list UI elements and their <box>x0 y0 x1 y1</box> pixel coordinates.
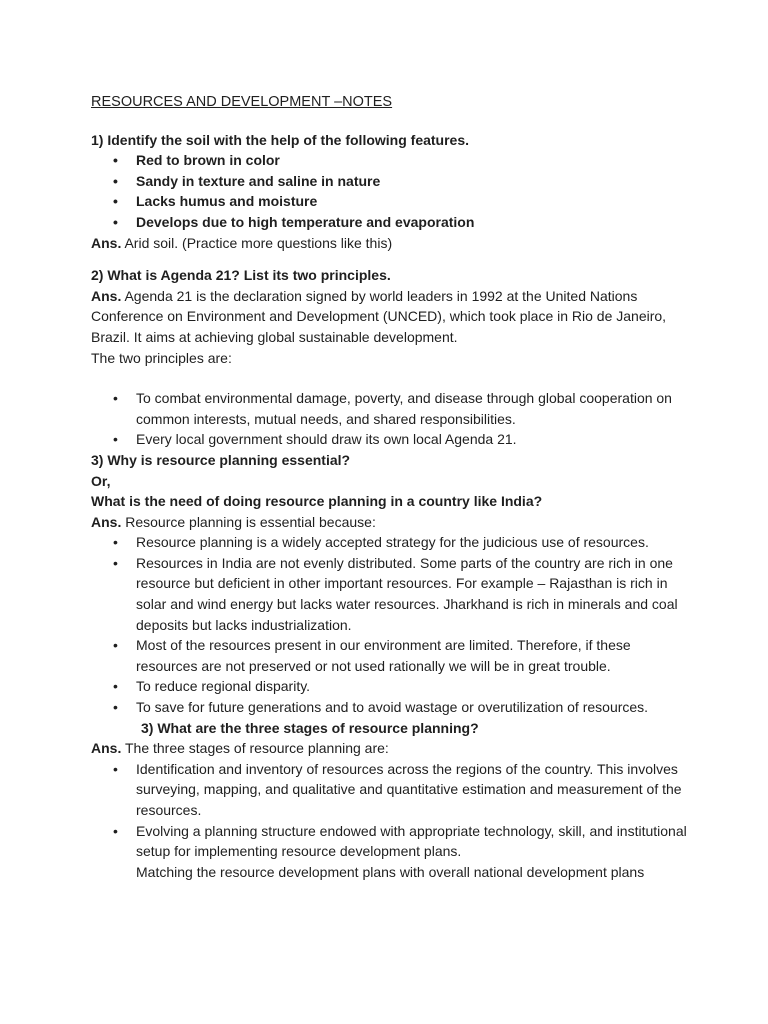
question-3-alt: What is the need of doing resource planning in a country like India? <box>91 493 543 510</box>
answer-3: Ans. Resource planning is essential because: <box>91 513 376 530</box>
list-item: • Resource planning is a widely accepted strategy for the judicious use of resources. <box>91 532 691 553</box>
bullet-icon: • <box>113 534 118 551</box>
list-item: • Develops due to high temperature and evaporation <box>91 212 691 233</box>
answer-label: Ans. <box>91 513 122 530</box>
answer-label: Ans. <box>91 740 122 757</box>
question-4: 3) What are the three stages of resource planning? <box>141 719 479 736</box>
document-page <box>91 92 691 882</box>
list-item: • Resources in India are not evenly distributed. Some parts of the country are rich in one resource but deficient in other important resources. For example – Rajasthan is rich in solar and wind energy but lacks water resources. Jharkhand is rich in minerals and coal deposits but lacks industrialization. <box>113 554 678 633</box>
bullet-icon: • <box>113 760 118 777</box>
bullet-icon: • <box>113 678 118 695</box>
bullet-icon: • <box>113 822 118 839</box>
spacer <box>91 118 691 130</box>
list-item: • Most of the resources present in our environment are limited. Therefore, if these resources are not preserved or not used rationally we will be in great trouble. <box>113 637 631 674</box>
question-2: 2) What is Agenda 21? List its two principles. <box>91 267 391 284</box>
bullet-icon: • <box>113 172 118 189</box>
list-item: • Sandy in texture and saline in nature <box>91 171 691 192</box>
bullet-icon: • <box>113 637 118 654</box>
list-item: • To save for future generations and to avoid wastage or overutilization of resources. <box>91 697 691 718</box>
q3-reasons-list <box>91 532 691 717</box>
bullet-icon: • <box>113 193 118 210</box>
list-item: • To reduce regional disparity. <box>91 676 691 697</box>
question-3-or: Or, <box>91 472 111 489</box>
bullet-icon: • <box>113 431 118 448</box>
list-item: • Identification and inventory of resources across the regions of the country. This involves surveying, mapping, and qualitative and quantitative estimation and measurement of the resources. <box>113 760 682 818</box>
bullet-icon: • <box>113 390 118 407</box>
bullet-icon: • <box>113 213 118 230</box>
list-item: • Every local government should draw its own local Agenda 21. <box>91 429 691 450</box>
spacer <box>91 253 691 265</box>
q2-principles-list <box>91 388 691 450</box>
list-item: • Red to brown in color <box>91 150 691 171</box>
answer-label: Ans. <box>91 234 122 251</box>
question-1: 1) Identify the soil with the help of the following features. <box>91 131 470 148</box>
principles-intro: The two principles are: <box>91 349 232 366</box>
q4-stages-list <box>91 759 691 862</box>
spacer <box>91 368 691 388</box>
answer-1: Ans. Arid soil. (Practice more questions like this) <box>91 234 393 251</box>
bullet-icon: • <box>113 699 118 716</box>
question-3: 3) Why is resource planning essential? <box>91 451 351 468</box>
bullet-icon: • <box>113 554 118 571</box>
list-item: • Lacks humus and moisture <box>91 191 691 212</box>
answer-label: Ans. <box>91 287 122 304</box>
list-continuation: Matching the resource development plans with overall national development plans <box>136 863 645 880</box>
list-item: • To combat environmental damage, poverty, and disease through global cooperation on common interests, mutual needs, and shared responsibilities. <box>113 390 672 427</box>
answer-2: Ans. Agenda 21 is the declaration signed by world leaders in 1992 at the United Nations Conference on Environment and Development (UNCED), which took place in Rio de Janeiro, Brazil. It aims at achieving global sustainable development. <box>91 287 667 345</box>
q1-feature-list <box>91 150 691 232</box>
bullet-icon: • <box>113 152 118 169</box>
answer-4: Ans. The three stages of resource planning are: <box>91 740 389 757</box>
page-title: RESOURCES AND DEVELOPMENT –NOTES <box>91 94 393 110</box>
list-item: • Evolving a planning structure endowed with appropriate technology, skill, and institutional setup for implementing resource development plans. <box>113 822 687 860</box>
